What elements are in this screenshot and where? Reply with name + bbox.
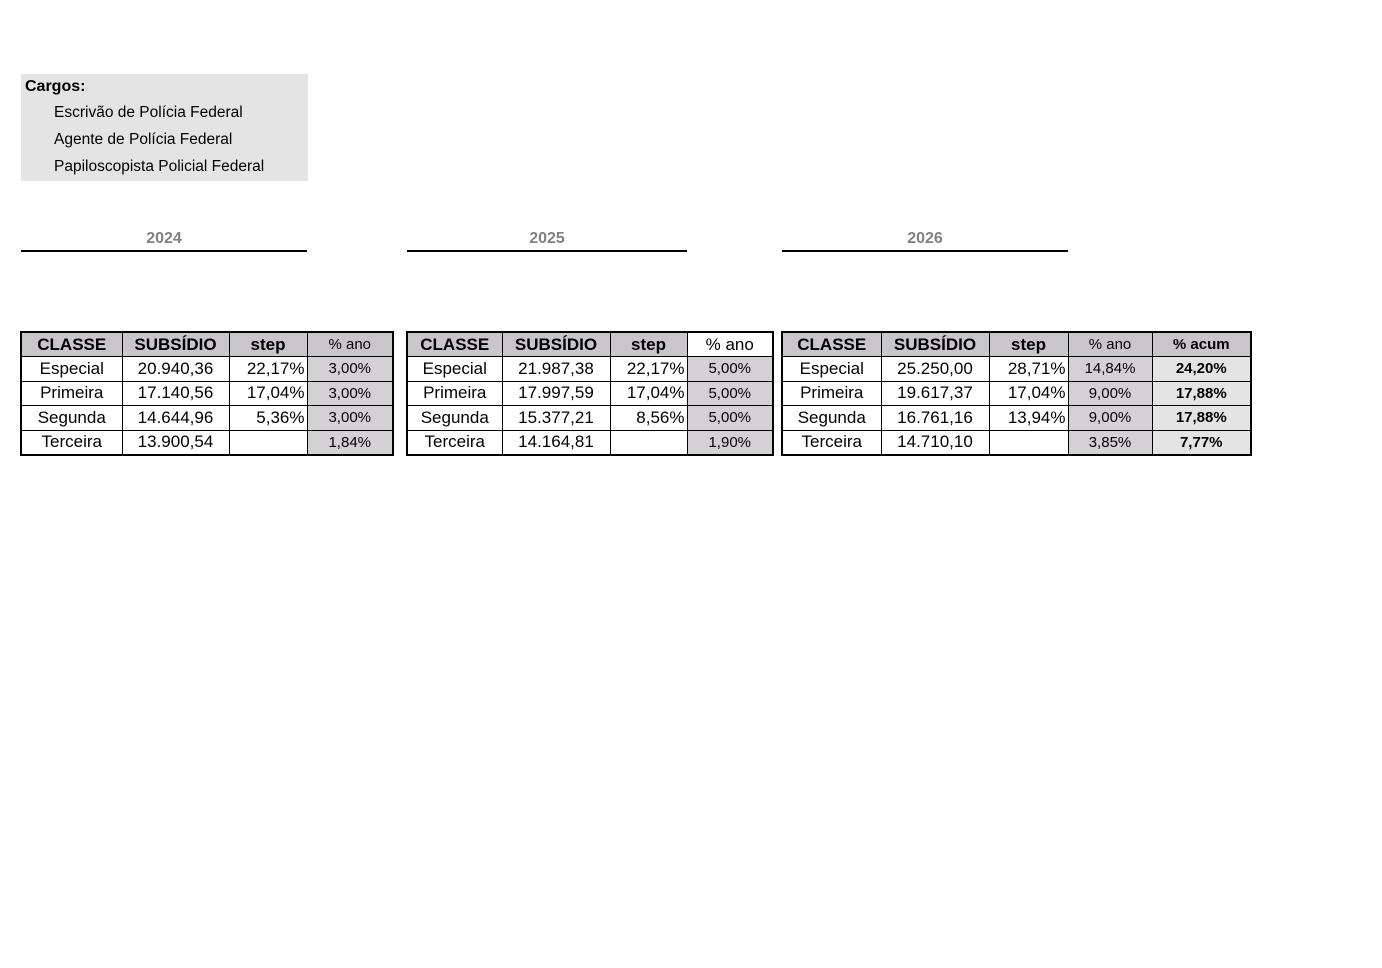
year-2024-heading: 2024 bbox=[21, 228, 307, 252]
header-step: step bbox=[989, 332, 1068, 357]
cargo-item: Papiloscopista Policial Federal bbox=[54, 158, 265, 175]
cell-pct-ano: 14,84% bbox=[1068, 357, 1152, 382]
year-2026-heading: 2026 bbox=[782, 228, 1068, 252]
cell-subsidio: 13.900,54 bbox=[122, 430, 229, 455]
cell-pct-ano: 3,00% bbox=[307, 357, 393, 382]
header-pct-ano: % ano bbox=[687, 332, 773, 357]
table-row bbox=[407, 357, 773, 382]
table-row bbox=[21, 406, 393, 431]
cell-pct-ano: 1,84% bbox=[307, 430, 393, 455]
cell-pct-acum: 7,77% bbox=[1152, 430, 1251, 455]
header-step: step bbox=[229, 332, 307, 357]
cell-classe: Segunda bbox=[407, 406, 502, 431]
cell-classe: Primeira bbox=[782, 381, 881, 406]
cell-step bbox=[989, 430, 1068, 455]
table-row bbox=[782, 406, 1251, 431]
year-2025-heading: 2025 bbox=[407, 228, 687, 252]
table-header-row bbox=[407, 332, 773, 357]
cargo-item: Escrivão de Polícia Federal bbox=[54, 104, 243, 121]
cell-subsidio: 15.377,21 bbox=[502, 406, 610, 431]
cell-step: 17,04% bbox=[989, 381, 1068, 406]
cell-pct-ano: 3,00% bbox=[307, 406, 393, 431]
cell-classe: Terceira bbox=[21, 430, 122, 455]
cell-step: 13,94% bbox=[989, 406, 1068, 431]
header-pct-ano: % ano bbox=[307, 332, 393, 357]
header-step: step bbox=[610, 332, 687, 357]
header-classe: CLASSE bbox=[782, 332, 881, 357]
cell-step: 17,04% bbox=[610, 381, 687, 406]
table-row bbox=[21, 357, 393, 382]
cell-pct-acum: 17,88% bbox=[1152, 381, 1251, 406]
cell-step: 5,36% bbox=[229, 406, 307, 431]
cell-pct-ano: 3,85% bbox=[1068, 430, 1152, 455]
cell-classe: Especial bbox=[21, 357, 122, 382]
table-header-row bbox=[782, 332, 1251, 357]
subsidy-table-2025 bbox=[406, 331, 774, 456]
cell-pct-acum: 17,88% bbox=[1152, 406, 1251, 431]
cell-step: 17,04% bbox=[229, 381, 307, 406]
cell-step: 28,71% bbox=[989, 357, 1068, 382]
header-subsidio: SUBSÍDIO bbox=[122, 332, 229, 357]
cell-pct-ano: 9,00% bbox=[1068, 381, 1152, 406]
cell-pct-ano: 5,00% bbox=[687, 406, 773, 431]
subsidy-table-2024 bbox=[20, 331, 394, 456]
header-classe: CLASSE bbox=[407, 332, 502, 357]
cell-classe: Segunda bbox=[782, 406, 881, 431]
header-classe: CLASSE bbox=[21, 332, 122, 357]
subsidy-table-2026 bbox=[781, 331, 1252, 456]
cell-classe: Primeira bbox=[21, 381, 122, 406]
cell-subsidio: 14.710,10 bbox=[881, 430, 989, 455]
cell-pct-acum: 24,20% bbox=[1152, 357, 1251, 382]
header-pct-acum: % acum bbox=[1152, 332, 1251, 357]
table-header-row bbox=[21, 332, 393, 357]
cell-subsidio: 17.140,56 bbox=[122, 381, 229, 406]
cell-subsidio: 20.940,36 bbox=[122, 357, 229, 382]
table-row bbox=[21, 381, 393, 406]
header-subsidio: SUBSÍDIO bbox=[881, 332, 989, 357]
cell-subsidio: 21.987,38 bbox=[502, 357, 610, 382]
cell-pct-ano: 9,00% bbox=[1068, 406, 1152, 431]
cell-pct-ano: 5,00% bbox=[687, 381, 773, 406]
table-row bbox=[782, 430, 1251, 455]
cell-subsidio: 25.250,00 bbox=[881, 357, 989, 382]
cell-subsidio: 17.997,59 bbox=[502, 381, 610, 406]
cell-pct-ano: 5,00% bbox=[687, 357, 773, 382]
table-row bbox=[782, 381, 1251, 406]
cell-subsidio: 19.617,37 bbox=[881, 381, 989, 406]
cargos-title: Cargos: bbox=[25, 78, 86, 95]
cargo-item: Agente de Polícia Federal bbox=[54, 131, 233, 148]
cell-classe: Terceira bbox=[782, 430, 881, 455]
cell-step: 8,56% bbox=[610, 406, 687, 431]
cell-classe: Especial bbox=[407, 357, 502, 382]
cell-classe: Terceira bbox=[407, 430, 502, 455]
table-row bbox=[21, 430, 393, 455]
table-row bbox=[407, 406, 773, 431]
header-subsidio: SUBSÍDIO bbox=[502, 332, 610, 357]
cell-step: 22,17% bbox=[229, 357, 307, 382]
cell-classe: Segunda bbox=[21, 406, 122, 431]
cell-classe: Primeira bbox=[407, 381, 502, 406]
table-row bbox=[782, 357, 1251, 382]
table-row bbox=[407, 381, 773, 406]
header-pct-ano: % ano bbox=[1068, 332, 1152, 357]
cell-step bbox=[229, 430, 307, 455]
cell-subsidio: 14.644,96 bbox=[122, 406, 229, 431]
cell-pct-ano: 1,90% bbox=[687, 430, 773, 455]
cell-step bbox=[610, 430, 687, 455]
cell-pct-ano: 3,00% bbox=[307, 381, 393, 406]
cell-subsidio: 16.761,16 bbox=[881, 406, 989, 431]
cell-classe: Especial bbox=[782, 357, 881, 382]
cell-subsidio: 14.164,81 bbox=[502, 430, 610, 455]
cargos-box bbox=[21, 74, 308, 181]
table-row bbox=[407, 430, 773, 455]
cell-step: 22,17% bbox=[610, 357, 687, 382]
